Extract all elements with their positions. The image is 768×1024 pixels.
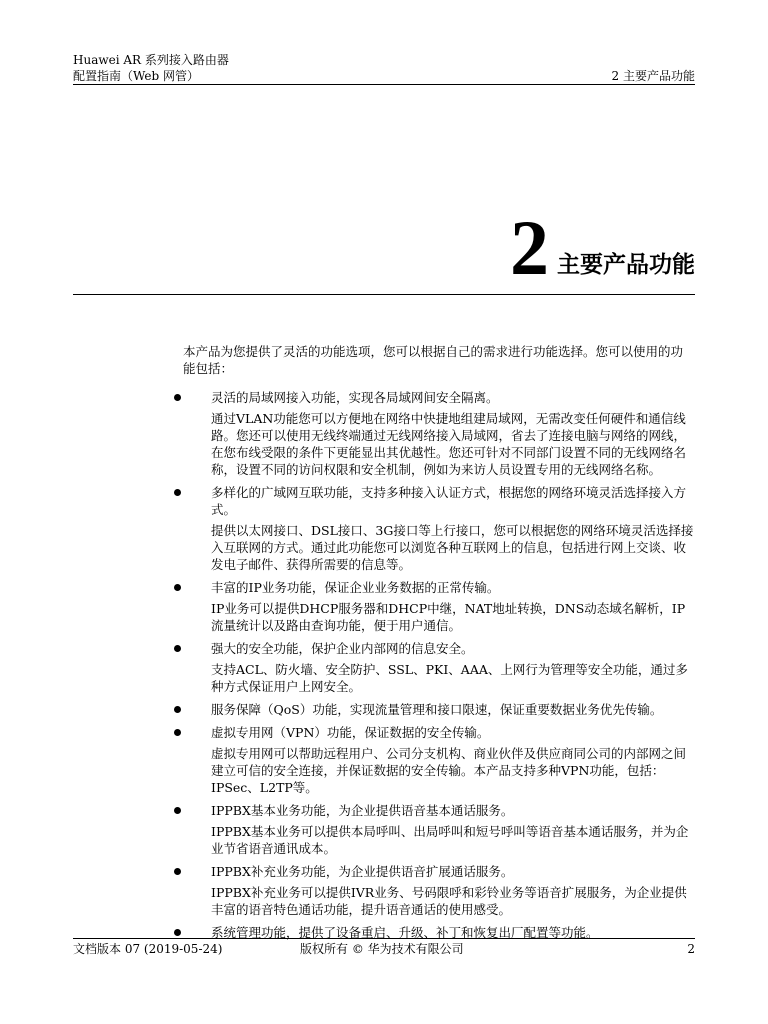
feature-description: IPPBX补充业务可以提供IVR业务、号码限呼和彩铃业务等语音扩展服务，为企业提供丰富的语音特色通话功能，提升语音通话的使用感受。 — [211, 885, 687, 917]
bullet-icon — [174, 394, 181, 401]
page-footer — [73, 938, 695, 957]
bullet-icon — [174, 729, 181, 736]
header-guide: 配置指南（Web 网管） — [73, 69, 199, 83]
page-header — [73, 52, 695, 84]
list-item — [183, 579, 695, 634]
feature-description: 提供以太网接口、DSL接口、3G接口等上行接口，您可以根据您的网络环境灵活选择接入互联网的方式。通过此功能您可以浏览各种互联网上的信息，包括进行网上交谈、收发电子邮件、获得所需要的信息等。 — [211, 523, 694, 572]
intro-paragraph: 本产品为您提供了灵活的功能选项，您可以根据自己的需求进行功能选择。您可以使用的功能包括： — [183, 344, 684, 376]
feature-title: 多样化的广域网互联功能，支持多种接入认证方式，根据您的网络环境灵活选择接入方式。 — [211, 485, 687, 517]
feature-list — [183, 389, 695, 941]
feature-title: 丰富的IP业务功能，保证企业业务数据的正常传输。 — [211, 580, 500, 595]
feature-description: 通过VLAN功能您可以方便地在网络中快捷地组建局域网，无需改变任何硬件和通信线路。您还可以使用无线终端通过无线网络接入局域网，省去了连接电脑与网络的网线，在您布线受限的条件下更能显出其优越性。您还可针对不同部门设置不同的无线网络名称，设置不同的访问权限和安全机制，例如为来访人员设置专用的无线网络名称。 — [211, 411, 687, 477]
footer-rule — [73, 938, 695, 939]
header-line2 — [73, 68, 695, 84]
feature-title: 灵活的局域网接入功能，实现各局域网间安全隔离。 — [211, 390, 499, 405]
feature-description: IPPBX基本业务可以提供本局呼叫、出局呼叫和短号呼叫等语音基本通话服务，并为企业节省语音通讯成本。 — [211, 824, 689, 856]
footer-version: 文档版本 07 (2019-05-24) — [73, 942, 223, 956]
header-chapter-ref: 2 主要产品功能 — [611, 69, 695, 83]
chapter-number: 2 — [510, 204, 549, 291]
footer-row — [73, 941, 695, 957]
list-item — [183, 701, 695, 718]
header-product: Huawei AR 系列接入路由器 — [73, 53, 229, 67]
header-rule — [73, 84, 695, 85]
bullet-icon — [174, 929, 181, 936]
bullet-icon — [174, 868, 181, 875]
feature-title: 系统管理功能，提供了设备重启、升级、补丁和恢复出厂配置等功能。 — [211, 925, 599, 940]
feature-description: 虚拟专用网可以帮助远程用户、公司分支机构、商业伙伴及供应商同公司的内部网之间建立可信的安全连接，并保证数据的安全传输。本产品支持多种VPN功能，包括：IPSec、L2TP等。 — [211, 746, 687, 795]
feature-title: 虚拟专用网（VPN）功能，保证数据的安全传输。 — [211, 725, 490, 740]
chapter-title: 主要产品功能 — [557, 252, 695, 278]
feature-title: 强大的安全功能，保护企业内部网的信息安全。 — [211, 641, 474, 656]
list-item — [183, 389, 695, 478]
feature-title: 服务保障（QoS）功能，实现流量管理和接口限速，保证重要数据业务优先传输。 — [211, 702, 663, 717]
bullet-icon — [174, 807, 181, 814]
bullet-icon — [174, 706, 181, 713]
list-item — [183, 863, 695, 918]
chapter-heading — [510, 204, 695, 291]
list-item — [183, 724, 695, 796]
bullet-icon — [174, 489, 181, 496]
main-content — [183, 343, 695, 947]
feature-description: 支持ACL、防火墙、安全防护、SSL、PKI、AAA、上网行为管理等安全功能，通过多种方式保证用户上网安全。 — [211, 662, 688, 694]
bullet-icon — [174, 645, 181, 652]
feature-title: IPPBX补充业务功能，为企业提供语音扩展通话服务。 — [211, 864, 514, 879]
list-item — [183, 802, 695, 857]
bullet-icon — [174, 584, 181, 591]
feature-description: IP业务可以提供DHCP服务器和DHCP中继，NAT地址转换，DNS动态域名解析，IP流量统计以及路由查询功能，便于用户通信。 — [211, 601, 686, 633]
footer-page-number: 2 — [687, 942, 695, 956]
list-item — [183, 484, 695, 573]
feature-title: IPPBX基本业务功能，为企业提供语音基本通话服务。 — [211, 803, 514, 818]
list-item — [183, 640, 695, 695]
footer-copyright: 版权所有 © 华为技术有限公司 — [300, 942, 464, 956]
chapter-rule — [73, 294, 695, 295]
